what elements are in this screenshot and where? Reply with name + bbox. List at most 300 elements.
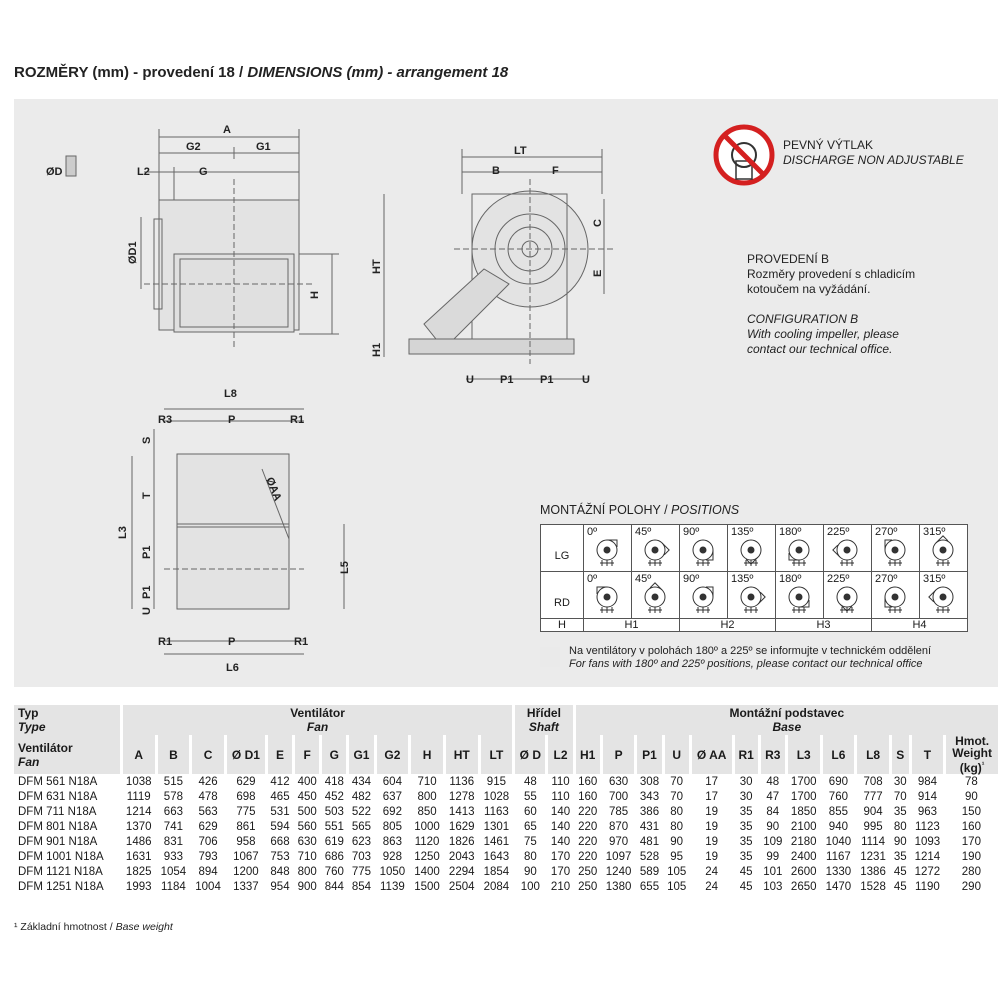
dim-U-plan: U xyxy=(141,607,153,615)
table-row xyxy=(14,879,998,894)
positions-title-en: POSITIONS xyxy=(671,503,740,517)
config-cz-title: PROVEDENÍ B xyxy=(747,252,830,266)
table-cell: 777 xyxy=(863,790,883,803)
table-cell: 400 xyxy=(297,775,317,788)
table-cell: 1854 xyxy=(483,865,510,878)
table-cell: 2650 xyxy=(790,880,817,893)
table-cell: 1163 xyxy=(484,805,509,818)
table-cell: 1097 xyxy=(605,850,632,863)
table-cell: 914 xyxy=(917,790,937,803)
discharge-fixed-icon xyxy=(716,127,772,183)
table-cell: 933 xyxy=(163,850,183,863)
table-cell: 629 xyxy=(236,775,256,788)
table-cell: 1370 xyxy=(125,820,152,833)
table-cell: 531 xyxy=(270,805,290,818)
table-cell: 855 xyxy=(828,805,848,818)
table-cell: 1629 xyxy=(448,820,475,833)
table-cell: 78 xyxy=(964,775,978,788)
angle-label: 0º xyxy=(587,526,598,538)
table-cell: 831 xyxy=(163,835,183,848)
table-cell: 1993 xyxy=(125,880,152,893)
table-cell: 45 xyxy=(739,880,753,893)
table-cell: 753 xyxy=(270,850,290,863)
table-cell: 55 xyxy=(523,790,537,803)
table-cell: 35 xyxy=(739,805,753,818)
col-header: U xyxy=(663,735,690,774)
col-header: C xyxy=(191,735,226,774)
col-header: R1 xyxy=(733,735,759,774)
base-plate xyxy=(409,339,574,354)
table-cell: 668 xyxy=(270,835,290,848)
dim-G1: G1 xyxy=(256,141,271,153)
table-cell: 426 xyxy=(198,775,218,788)
hdr-shaft: Hřídel Shaft xyxy=(514,705,574,735)
table-cell: 45 xyxy=(893,880,907,893)
table-cell: 954 xyxy=(270,880,290,893)
table-cell: 70 xyxy=(893,790,907,803)
dim-OD1: ØD1 xyxy=(127,241,139,264)
dim-P-bottom: P xyxy=(228,636,236,648)
positions-title-cz: MONTÁŽNÍ POLOHY / xyxy=(540,503,672,517)
table-cell: 140 xyxy=(550,805,571,818)
dim-R1-bottom-right: R1 xyxy=(294,636,309,648)
col-header: G xyxy=(321,735,348,774)
table-cell: 24 xyxy=(705,865,719,878)
fan-position-icon xyxy=(640,582,670,616)
position-rd-5 xyxy=(824,572,872,619)
table-cell: 308 xyxy=(639,775,660,788)
h-label-h1: H1 xyxy=(584,619,680,632)
table-cell: 35 xyxy=(739,820,753,833)
dim-HT: HT xyxy=(371,259,383,274)
table-cell: 1413 xyxy=(448,805,475,818)
dim-C: C xyxy=(592,219,604,227)
col-header: A xyxy=(121,735,156,774)
table-cell: 800 xyxy=(417,790,437,803)
row-label-lg: LG xyxy=(541,525,584,572)
col-header: E xyxy=(266,735,293,774)
table-cell: 1337 xyxy=(233,880,259,893)
dim-U-left: U xyxy=(466,374,474,386)
position-lg-2 xyxy=(680,525,728,572)
table-cell: 594 xyxy=(270,820,290,833)
table-cell: 861 xyxy=(236,820,256,833)
position-rd-2 xyxy=(680,572,728,619)
table-cell: 160 xyxy=(578,790,598,803)
angle-label: 135º xyxy=(731,526,754,538)
dim-H: H xyxy=(309,291,321,299)
position-lg-5 xyxy=(824,525,872,572)
table-cell: 563 xyxy=(198,805,218,818)
table-cell: 984 xyxy=(917,775,937,788)
table-cell: 84 xyxy=(766,805,780,818)
dim-P-top: P xyxy=(228,414,236,426)
table-cell: 1231 xyxy=(860,850,886,863)
position-lg-0 xyxy=(584,525,632,572)
table-cell: 1038 xyxy=(125,775,152,788)
fan-position-icon xyxy=(592,535,622,569)
fan-position-icon xyxy=(880,582,910,616)
table-cell: 250 xyxy=(578,865,598,878)
table-cell: 1500 xyxy=(414,880,440,893)
table-cell: 2043 xyxy=(448,850,475,863)
config-cz-line1: Rozměry provedení s chladicím xyxy=(747,267,916,281)
table-cell: 775 xyxy=(351,865,372,878)
config-en-title: CONFIGURATION B xyxy=(747,312,859,326)
table-cell: 1123 xyxy=(915,820,940,833)
col-header: H xyxy=(410,735,445,774)
table-cell: 220 xyxy=(578,820,598,833)
table-cell: 1190 xyxy=(915,880,940,893)
fan-position-icon xyxy=(592,582,622,616)
row-label-rd: RD xyxy=(541,572,584,619)
table-cell: 80 xyxy=(893,820,907,833)
table-cell: 170 xyxy=(550,865,571,878)
table-cell: 1040 xyxy=(825,835,852,848)
table-cell: 793 xyxy=(198,850,218,863)
table-cell: 805 xyxy=(382,820,402,833)
table-cell: 1272 xyxy=(914,865,941,878)
fan-model-cell: DFM 1251 N18A xyxy=(18,880,104,893)
dim-G: G xyxy=(199,166,208,178)
table-cell: 1461 xyxy=(483,835,510,848)
table-cell: 105 xyxy=(667,865,687,878)
table-cell: 854 xyxy=(351,880,372,893)
col-header: T xyxy=(910,735,945,774)
note-swatch xyxy=(540,647,560,667)
table-cell: 45 xyxy=(739,865,753,878)
col-header: Ø D xyxy=(514,735,547,774)
position-lg-3 xyxy=(728,525,776,572)
h-label-h4: H4 xyxy=(872,619,968,632)
discharge-en: DISCHARGE NON ADJUSTABLE xyxy=(783,153,964,167)
table-cell: 928 xyxy=(382,850,402,863)
table-cell: 503 xyxy=(324,805,344,818)
col-header: L3 xyxy=(786,735,821,774)
table-cell: 170 xyxy=(550,850,571,863)
table-cell: 170 xyxy=(961,835,981,848)
dim-R3: R3 xyxy=(158,414,173,426)
table-cell: 412 xyxy=(270,775,290,788)
positions-note-cz: Na ventilátory v polohách 180º a 225º se informujte v technickém oddělení xyxy=(569,645,932,657)
table-cell: 692 xyxy=(382,805,402,818)
position-lg-1 xyxy=(632,525,680,572)
col-header: H1 xyxy=(574,735,601,774)
table-cell: 95 xyxy=(670,850,684,863)
positions-note-en: For fans with 180º and 225º positions, please contact our technical office xyxy=(569,658,923,670)
dim-P1-plan-bottom: P1 xyxy=(141,585,153,599)
table-cell: 1631 xyxy=(125,850,152,863)
table-cell: 894 xyxy=(198,865,218,878)
table-cell: 1240 xyxy=(605,865,632,878)
table-cell: 703 xyxy=(351,850,372,863)
table-row xyxy=(14,804,998,819)
table-cell: 80 xyxy=(670,805,684,818)
table-cell: 75 xyxy=(523,835,537,848)
fan-model-cell: DFM 631 N18A xyxy=(18,790,98,803)
table-cell: 690 xyxy=(828,775,848,788)
table-cell: 1184 xyxy=(161,880,186,893)
table-cell: 515 xyxy=(163,775,183,788)
table-cell: 90 xyxy=(893,835,907,848)
table-cell: 1120 xyxy=(414,835,440,848)
fan-position-icon xyxy=(688,535,718,569)
table-cell: 220 xyxy=(578,805,598,818)
table-cell: 220 xyxy=(578,850,598,863)
table-cell: 1380 xyxy=(605,880,632,893)
table-cell: 710 xyxy=(417,775,437,788)
col-header: G2 xyxy=(375,735,410,774)
table-cell: 452 xyxy=(324,790,344,803)
position-lg-6 xyxy=(872,525,920,572)
col-header: L2 xyxy=(547,735,574,774)
table-row xyxy=(14,774,998,789)
fan-position-icon xyxy=(784,582,814,616)
col-header: P xyxy=(601,735,636,774)
table-cell: 1700 xyxy=(790,790,817,803)
table-cell: 105 xyxy=(667,880,687,893)
table-cell: 698 xyxy=(236,790,256,803)
col-header: F xyxy=(294,735,321,774)
h-label-h2: H2 xyxy=(680,619,776,632)
table-cell: 90 xyxy=(670,835,684,848)
table-cell: 700 xyxy=(608,790,629,803)
table-cell: 140 xyxy=(550,820,571,833)
position-rd-3 xyxy=(728,572,776,619)
table-cell: 1028 xyxy=(483,790,510,803)
table-cell: 995 xyxy=(863,820,883,833)
table-cell: 850 xyxy=(417,805,437,818)
table-cell: 1825 xyxy=(125,865,152,878)
dim-S: S xyxy=(141,436,153,444)
table-cell: 35 xyxy=(893,805,907,818)
table-cell: 940 xyxy=(828,820,848,833)
dim-F: F xyxy=(552,165,559,177)
table-cell: 1214 xyxy=(125,805,152,818)
title-cz: ROZMĚRY (mm) - provedení 18 / xyxy=(14,64,248,81)
position-rd-6 xyxy=(872,572,920,619)
table-cell: 1093 xyxy=(914,835,941,848)
table-cell: 1054 xyxy=(160,865,187,878)
table-cell: 109 xyxy=(763,835,783,848)
dim-OAA: ØAA xyxy=(263,475,284,503)
support-arm xyxy=(424,269,509,349)
table-cell: 565 xyxy=(351,820,372,833)
table-cell: 500 xyxy=(297,805,317,818)
table-cell: 90 xyxy=(964,790,978,803)
table-cell: 589 xyxy=(639,865,660,878)
fan-position-icon xyxy=(832,535,862,569)
table-cell: 2504 xyxy=(448,880,475,893)
table-cell: 708 xyxy=(863,775,883,788)
hdr-type: Typ Type xyxy=(14,705,121,735)
dim-B: B xyxy=(492,165,500,177)
angle-label: 225º xyxy=(827,526,850,538)
table-cell: 604 xyxy=(382,775,402,788)
table-cell: 760 xyxy=(828,790,848,803)
table-cell: 551 xyxy=(324,820,344,833)
config-en-line1: With cooling impeller, please xyxy=(747,327,899,341)
table-cell: 1400 xyxy=(414,865,440,878)
table-cell: 90 xyxy=(523,865,537,878)
table-cell: 1301 xyxy=(483,820,510,833)
table-cell: 17 xyxy=(705,775,719,788)
table-cell: 48 xyxy=(523,775,537,788)
page-title xyxy=(14,64,508,81)
table-cell: 848 xyxy=(270,865,290,878)
table-cell: 90 xyxy=(766,820,780,833)
table-cell: 686 xyxy=(324,850,344,863)
table-cell: 1167 xyxy=(826,850,851,863)
table-cell: 19 xyxy=(705,820,719,833)
table-cell: 522 xyxy=(351,805,372,818)
table-cell: 1486 xyxy=(125,835,152,848)
table-cell: 101 xyxy=(763,865,783,878)
angle-label: 315º xyxy=(923,526,946,538)
configuration-note xyxy=(747,252,915,357)
dim-L6: L6 xyxy=(226,662,239,674)
table-cell: 19 xyxy=(705,835,719,848)
table-cell: 1050 xyxy=(379,865,406,878)
table-cell: 1000 xyxy=(414,820,440,833)
table-cell: 80 xyxy=(523,850,537,863)
fan-position-icon xyxy=(832,582,862,616)
table-cell: 45 xyxy=(893,865,907,878)
table-cell: 760 xyxy=(324,865,344,878)
dim-P1-left: P1 xyxy=(500,374,514,386)
angle-label: 315º xyxy=(923,573,946,585)
config-cz-line2: kotoučem na vyžádání. xyxy=(747,282,871,296)
table-cell: 140 xyxy=(550,835,571,848)
table-cell: 190 xyxy=(961,850,981,863)
col-header: B xyxy=(156,735,191,774)
table-cell: 19 xyxy=(705,805,719,818)
dim-A: A xyxy=(223,124,231,136)
table-row xyxy=(14,849,998,864)
angle-label: 90º xyxy=(683,573,700,585)
fan-position-icon xyxy=(640,535,670,569)
table-cell: 775 xyxy=(236,805,256,818)
table-cell: 870 xyxy=(608,820,629,833)
fan-position-icon xyxy=(928,582,958,616)
table-cell: 70 xyxy=(670,775,684,788)
angle-label: 270º xyxy=(875,526,898,538)
table-cell: 2180 xyxy=(790,835,817,848)
footnote: ¹ Základní hmotnost / Base weight xyxy=(14,921,173,933)
table-cell: 1386 xyxy=(860,865,886,878)
dim-T: T xyxy=(141,492,153,499)
table-cell: 290 xyxy=(961,880,981,893)
table-cell: 48 xyxy=(766,775,780,788)
table-row xyxy=(14,789,998,804)
table-cell: 963 xyxy=(917,805,937,818)
col-header: Ø D1 xyxy=(225,735,266,774)
table-cell: 478 xyxy=(198,790,218,803)
table-cell: 630 xyxy=(297,835,317,848)
table-cell: 958 xyxy=(236,835,256,848)
fan-model-cell: DFM 801 N18A xyxy=(18,820,98,833)
hdr-fan-model: Ventilátor Fan xyxy=(14,735,121,774)
table-cell: 30 xyxy=(893,775,907,788)
table-cell: 1850 xyxy=(790,805,817,818)
dim-L3: L3 xyxy=(117,526,129,539)
table-cell: 970 xyxy=(608,835,629,848)
angle-label: 180º xyxy=(779,526,802,538)
dim-LT: LT xyxy=(514,145,527,157)
table-cell: 619 xyxy=(324,835,344,848)
position-lg-4 xyxy=(776,525,824,572)
h-label-h3: H3 xyxy=(776,619,872,632)
angle-label: 180º xyxy=(779,573,802,585)
col-header: HT xyxy=(444,735,479,774)
position-lg-7 xyxy=(920,525,968,572)
table-cell: 35 xyxy=(893,850,907,863)
angle-label: 270º xyxy=(875,573,898,585)
table-cell: 481 xyxy=(639,835,660,848)
table-cell: 386 xyxy=(639,805,660,818)
dimensions-table xyxy=(14,705,998,894)
hdr-fan: Ventilátor Fan xyxy=(121,705,513,735)
dim-L5: L5 xyxy=(339,561,351,574)
positions-grid xyxy=(540,524,968,632)
col-header: P1 xyxy=(636,735,663,774)
table-cell: 70 xyxy=(670,790,684,803)
hdr-base: Montážní podstavec Base xyxy=(574,705,998,735)
dim-G2: G2 xyxy=(186,141,201,153)
col-header: LT xyxy=(479,735,514,774)
table-cell: 1200 xyxy=(233,865,259,878)
table-cell: 65 xyxy=(523,820,537,833)
table-cell: 1250 xyxy=(414,850,440,863)
table-cell: 1330 xyxy=(825,865,852,878)
discharge-note xyxy=(783,138,964,168)
table-cell: 2100 xyxy=(790,820,817,833)
dim-P1-right: P1 xyxy=(540,374,554,386)
table-cell: 1136 xyxy=(449,775,475,788)
table-cell: 160 xyxy=(961,820,981,833)
position-rd-7 xyxy=(920,572,968,619)
table-cell: 2600 xyxy=(790,865,817,878)
table-row xyxy=(14,864,998,879)
table-cell: 741 xyxy=(163,820,183,833)
table-cell: 560 xyxy=(297,820,317,833)
table-cell: 630 xyxy=(608,775,629,788)
table-cell: 578 xyxy=(163,790,183,803)
fan-position-icon xyxy=(880,535,910,569)
fan-model-cell: DFM 561 N18A xyxy=(18,775,98,788)
table-cell: 1139 xyxy=(380,880,405,893)
table-cell: 863 xyxy=(382,835,402,848)
col-header: S xyxy=(890,735,910,774)
table-cell: 1119 xyxy=(126,790,151,803)
table-cell: 904 xyxy=(863,805,883,818)
table-cell: 1826 xyxy=(448,835,475,848)
title-en: DIMENSIONS (mm) - arrangement 18 xyxy=(247,64,509,81)
fan-model-cell: DFM 901 N18A xyxy=(18,835,98,848)
table-cell: 706 xyxy=(198,835,218,848)
table-cell: 710 xyxy=(297,850,317,863)
angle-label: 90º xyxy=(683,526,700,538)
table-cell: 528 xyxy=(639,850,660,863)
table-cell: 35 xyxy=(739,835,753,848)
dim-U-right: U xyxy=(582,374,590,386)
col-header: Ø AA xyxy=(690,735,733,774)
table-cell: 1470 xyxy=(825,880,852,893)
table-cell: 623 xyxy=(351,835,372,848)
positions-note xyxy=(569,645,931,671)
angle-label: 0º xyxy=(587,573,598,585)
table-cell: 19 xyxy=(705,850,719,863)
